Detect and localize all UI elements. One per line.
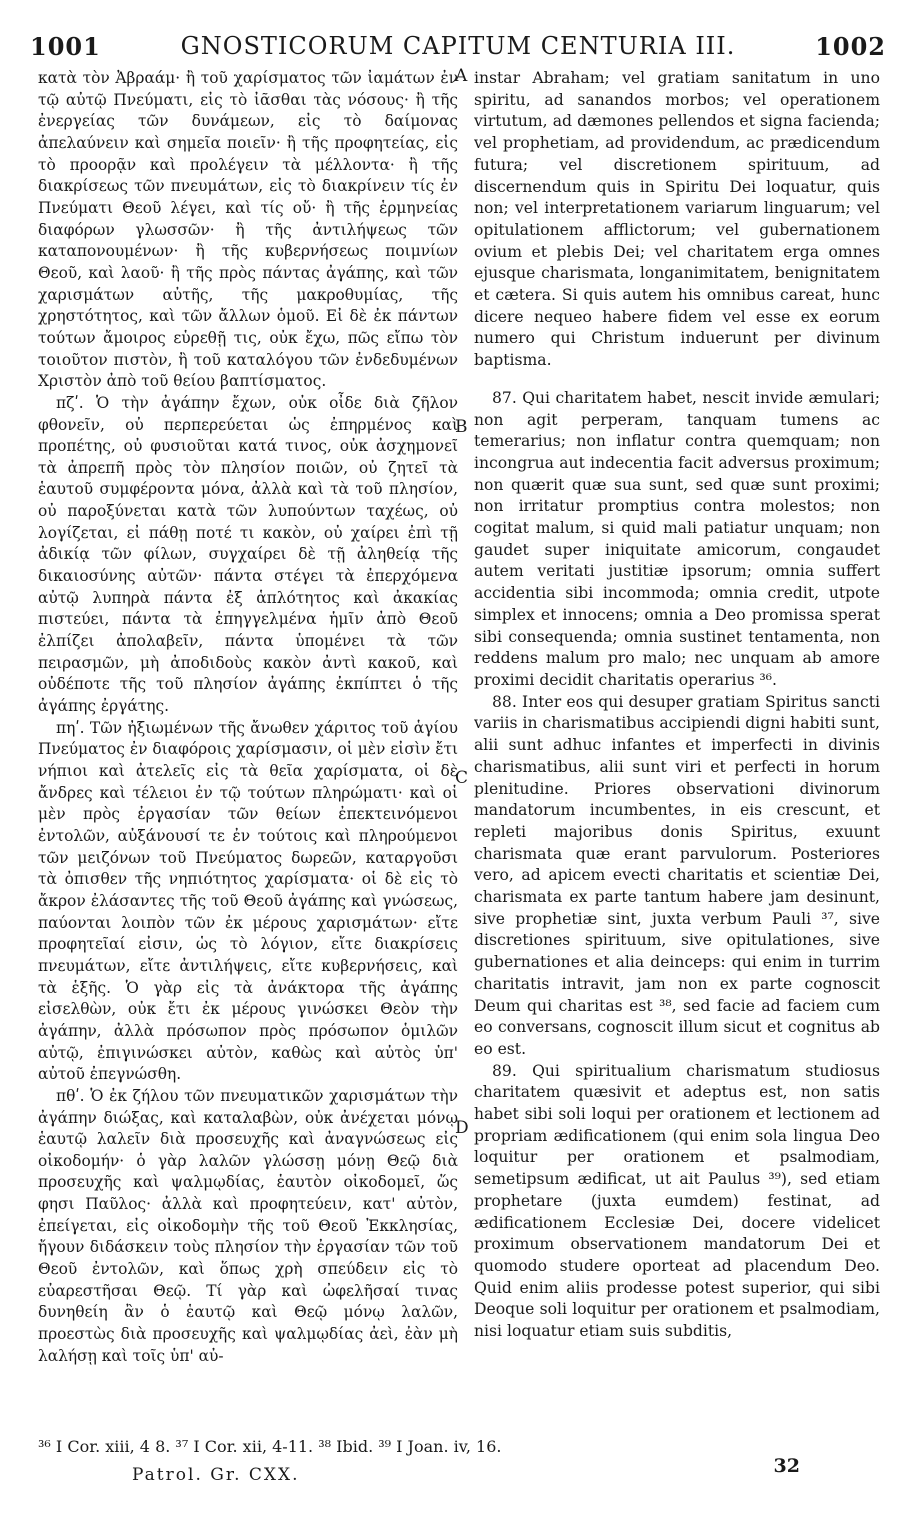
greek-paragraph-1: κατὰ τὸν Ἀβραάμ· ἢ τοῦ χαρίσματος τῶν ἰαμάτων ἐν τῷ αὐτῷ Πνεύματι, εἰς τὸ ἰᾶσθαι τὰς νόσους· ἢ τῆς ἐνεργείας τῶν δυνάμεων, εἰς τὸ δαίμονας ἀπελαύνειν καὶ σημεῖα ποιεῖν· ἢ τῆς προφητείας, εἰς τὸ προορᾷν καὶ προλέγειν τὰ μέλλοντα· ἢ τῆς διακρίσεως τῶν πνευμάτων, εἰς τὸ διακρίνειν τίς ἐν Πνεύματι Θεοῦ λέγει, καὶ τίς οὔ· ἢ τῆς ἑρμηνείας διαφόρων γλωσσῶν· ἢ τῆς ἀντιλήψεως τῶν καταπονουμένων· ἢ τῆς κυβερνήσεως ποιμνίων Θεοῦ, καὶ λαοῦ· ἢ τῆς πρὸς πάντας ἀγάπης, καὶ τῶν χαρισμάτων αὐτῆς, τῆς μακροθυμίας, τῆς χρηστότητος, καὶ τῶν ἄλλων ὁμοῦ. Εἰ δὲ ἐκ πάντων τούτων ἄμοιρος εὑρεθῇ τις, οὐκ ἔχω, πῶς εἴπω τὸν τοιοῦτον πιστὸν, ἢ τοῦ καταλόγου τῶν ἐνδεδυμένων Χριστὸν ἀπὸ τοῦ θείου βαπτίσματος. [38,69,458,391]
page-number-right: 1002 [815,32,886,61]
latin-column [474,68,880,1418]
margin-letter-d: D [455,1118,469,1138]
signature-mark: 32 [773,1455,800,1477]
greek-paragraph-89: πθʹ. Ὁ ἐκ ζήλου τῶν πνευματικῶν χαρισμάτων τὴν ἀγάπην διώξας, καὶ καταλαβὼν, οὐκ ἀνέχεται μόνῳ ἑαυτῷ λαλεῖν διὰ προσευχῆς καὶ ἀναγνώσεως εἰς οἰκοδομήν· ὁ γὰρ λαλῶν γλώσσῃ μόνῃ Θεῷ διὰ προσευχῆς καὶ ψαλμῳδίας, ἑαυτὸν οἰκοδομεῖ, ὥς φησι Παῦλος· ἀλλὰ καὶ προφητεύειν, κατ' αὐτὸν, ἐπείγεται, εἰς οἰκοδομὴν τῆς τοῦ Θεοῦ Ἐκκλησίας, ἤγουν διδάσκειν τοὺς πλησίον τὴν ἐργασίαν τῶν τοῦ Θεοῦ ἐντολῶν, καὶ ὅπως χρὴ σπεύδειν εἰς τὸ εὐαρεστῆσαι Θεῷ. Τί γὰρ καὶ ὠφελῆσαί τινας δυνηθείη ἂν ὁ ἑαυτῷ καὶ Θεῷ μόνῳ λαλῶν, προεστὼς διὰ προσευχῆς καὶ ψαλμῳδίας ἀεὶ, ἐὰν μὴ λαλήσῃ καὶ τοῖς ὑπ' αὐ- [38,1086,458,1365]
margin-letter-b: B [455,417,468,437]
running-title: GNOSTICORUM CAPITUM CENTURIA III. [180,32,736,60]
latin-paragraph-87: 87. Qui charitatem habet, nescit invide æmulari; non agit perperam, tanquam tumens ac temerarius; non inflatur contra quemquam; non incongrua aut indecentia facit adversus proximum; non quærit quæ sua sunt, sed quæ sunt proximi; non irritatur promptius contra molestos; non cogitat malum, si quid mali patiatur unquam; non gaudet super iniquitate amicorum, congaudet autem veritati justitiæ ipsorum; omnia suffert accidentia sibi incommoda; omnia credit, utpote simplex et innocens; omnia a Deo promissa sperat sibi consequenda; omnia sustinet tentamenta, non reddens malum pro malo; nec unquam ab amore proximi decidit charitatis operarius ³⁶. [474,388,880,689]
series-footer: Patrol. Gr. CXX. [132,1465,300,1485]
latin-paragraph-1: instar Abraham; vel gratiam sanitatum in uno spiritu, ad sanandos morbos; vel operationem virtutum, ad dæmones pellendos et signa facienda; vel prophetiam, ad providendum, ac prædicendum futura; vel discretionem spirituum, ad discernendum quis in Spiritu Dei loquatur, quis non; vel interpretationem variarum linguarum; vel opitulationem afflictorum; vel gubernationem ovium et plebis Dei; vel charitatem erga omnes ejusque charismata, longanimitatem, benignitatem et cætera. Si quis autem his omnibus careat, hunc dicere nequeo habere fidem vel esse ex eorum numero qui Christum induerunt per divinum baptisma. [474,69,880,370]
page-number-left: 1001 [30,32,101,61]
footnotes: ³⁶ I Cor. xiii, 4 8. ³⁷ I Cor. xii, 4-11. ³⁸ Ibid. ³⁹ I Joan. iv, 16. [38,1437,502,1456]
margin-letter-c: C [455,768,469,788]
latin-paragraph-89: 89. Qui spiritualium charismatum studiosus charitatem quæsivit et adeptus est, non satis habet sibi soli loqui per orationem et lectionem ad propriam ædificationem (qui enim sola lingua Deo loquitur per orationem et psalmodiam, semetipsum ædificat, ut ait Paulus ³⁹), sed etiam prophetare (juxta eumdem) festinat, ad ædificationem Ecclesiæ Dei, docere videlicet proximum observationem mandatorum Dei et quomodo studere oporteat ad placendum Deo. Quid enim aliis prodesse potest superior, qui sibi Deoque soli loquitur per orationem et psalmodiam, nisi loquatur etiam suis subditis, [474,1061,880,1341]
greek-paragraph-87: πζʹ. Ὁ τὴν ἀγάπην ἔχων, οὐκ οἶδε διὰ ζῆλον φθονεῖν, οὐ περπερεύεται ὡς ἐπηρμένος καὶ προπέτης, οὐ φυσιοῦται κατά τινος, οὐκ ἀσχημονεῖ τὰ ἀπρεπῆ πρὸς τὸν πλησίον ποιῶν, οὐ ζητεῖ τὰ ἑαυτοῦ συμφέροντα μόνα, ἀλλὰ καὶ τὰ τοῦ πλησίον, οὐ παροξύνεται κατὰ τῶν λυπούντων ταχέως, οὐ λογίζεται, εἰ πάθῃ ποτέ τι κακὸν, οὐ χαίρει ἐπὶ τῇ ἀδικίᾳ τῶν φίλων, συγχαίρει δὲ τῇ ἀληθείᾳ τῆς δικαιοσύνης αὐτῶν· πάντα στέγει τὰ ἐπερχόμενα αὐτῷ λυπηρὰ πάντα ἐξ ἁπλότητος καὶ ἀκακίας πιστεύει, πάντα τὰ ἐπηγγελμένα ἡμῖν ἀπὸ Θεοῦ ἐλπίζει ἀπολαβεῖν, πάντα ὑπομένει τὰ τῶν πειρασμῶν, μὴ ἀποδιδοὺς κακὸν ἀντὶ κακοῦ, καὶ οὐδέποτε τῆς τοῦ πλησίον ἀγάπης ἐκπίπτει ὁ τῆς ἀγάπης ἐργάτης. [38,393,458,716]
running-header [30,32,886,60]
greek-column [38,68,458,1418]
latin-paragraph-88: 88. Inter eos qui desuper gratiam Spiritus sancti variis in charismatibus accipiendi digni habiti sunt, alii sunt adhuc infantes et imperfecti in divinis charismatibus, alii sunt viri et perfecti in horum plenitudine. Priores observationi divinorum mandatorum incumbentes, in eis crescunt, et repleti majoribus donis Spiritus, exuunt charismata quæ erant parvulorum. Posteriores vero, ad apicem evecti charitatis et scientiæ Dei, charismata ex parte tantum habere jam desinunt, sive prophetiæ sint, juxta verbum Pauli ³⁷, sive discretiones spirituum, sive opitulationes, sive gubernationes et alia deinceps: qui enim in turrim charitatis intravit, jam non ex parte cognoscit Deum qui charitas est ³⁸, sed facie ad faciem cum eo conversans, cognoscit illum sicut et cognitus ab eo est. [474,692,880,1058]
greek-paragraph-88: πηʹ. Τῶν ἠξιωμένων τῆς ἄνωθεν χάριτος τοῦ ἁγίου Πνεύματος ἐν διαφόροις χαρίσμασιν, οἱ μὲν εἰσὶν ἔτι νήπιοι καὶ ἀτελεῖς εἰς τὰ θεῖα χαρίσματα, οἱ δὲ ἄνδρες καὶ τέλειοι ἐν τῷ τούτων πληρώματι· καὶ οἱ μὲν πρὸς ἐργασίαν τῶν θείων ἐπεκτεινόμενοι ἐντολῶν, αὐξάνουσί τε ἐν τούτοις καὶ πληρούμενοι τῶν μειζόνων τοῦ Πνεύματος δωρεῶν, καταργοῦσι τὰ ὀπισθεν τῆς νηπιότητος χαρίσματα· οἱ δὲ εἰς τὸ ἄκρον ἐλάσαντες τῆς τοῦ Θεοῦ ἀγάπης καὶ γνώσεως, παύονται λοιπὸν τῶν ἐκ μέρους χαρισμάτων· εἴτε προφητεῖαί εἰσιν, ὡς τὸ λόγιον, εἴτε διακρίσεις πνευμάτων, εἴτε ἀντιλήψεις, εἴτε κυβερνήσεις, καὶ τὰ ἑξῆς. Ὁ γὰρ εἰς τὰ ἀνάκτορα τῆς ἀγάπης εἰσελθὼν, οὐκ ἔτι ἐκ μέρους γινώσκει Θεὸν τὴν ἀγάπην, ἀλλὰ πρόσωπον πρὸς πρόσωπον ὁμιλῶν αὐτῷ, ἐπιγινώσκει αὐτὸν, καθὼς καὶ αὐτὸς ὑπ' αὐτοῦ ἐπεγνώσθη. [38,718,458,1084]
margin-letter-a: A [455,66,468,86]
